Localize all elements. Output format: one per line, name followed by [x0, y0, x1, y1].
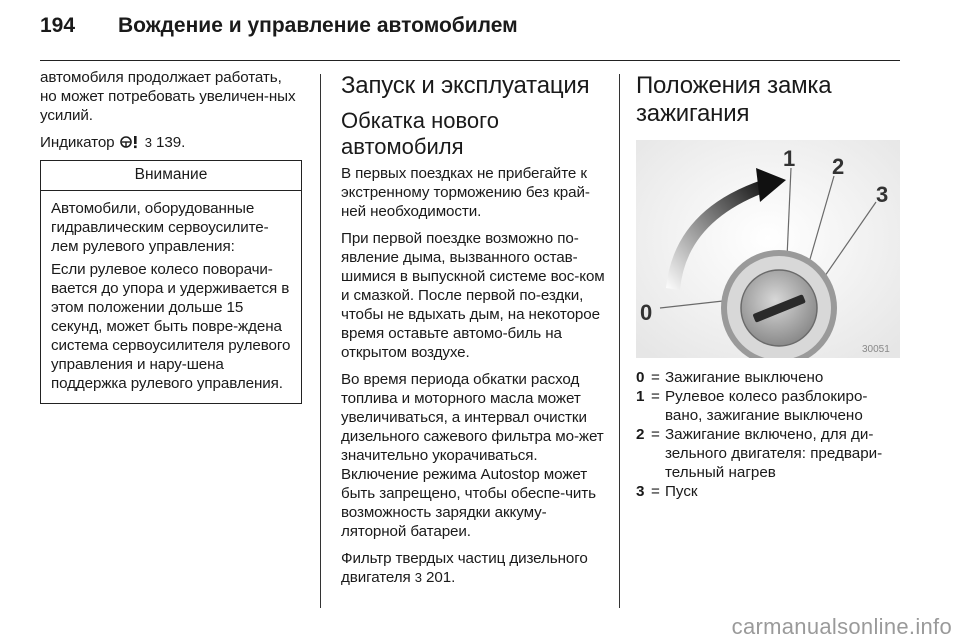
legend-text: Зажигание включено, для ди-зельного двигателя: предвари-тельный нагрев	[665, 426, 883, 481]
legend-text: Рулевое колесо разблокиро-вано, зажигание выключено	[665, 388, 868, 424]
indicator-page-ref[interactable]: 139.	[156, 134, 186, 151]
section-heading: Запуск и эксплуатация	[341, 72, 590, 99]
legend-key: 0	[636, 369, 645, 386]
paragraph: автомобиля продолжает работать, но может потребовать увеличен-ных усилий.	[40, 69, 296, 124]
paragraph	[341, 549, 605, 587]
reference-arrow-icon: 3	[414, 570, 422, 585]
legend-equals: =	[651, 388, 660, 405]
paragraph: Во время периода обкатки расход топлива и моторного масла может увеличиваться, а интервал очистки дизельного сажевого фильтра мо-жет значительно укорачиваться. Включение режима Autostop может быть запрещено, чтобы обеспе-чить возможность зарядки аккуму-ляторной батареи.	[341, 371, 604, 540]
legend-item	[636, 425, 902, 482]
column-divider-1	[320, 74, 321, 608]
legend-equals: =	[651, 426, 660, 443]
ignition-lock-diagram	[636, 140, 900, 358]
legend-text: Зажигание выключено	[665, 369, 824, 386]
power-steering-warning-icon	[119, 135, 141, 149]
indicator-label: Индикатор	[40, 134, 115, 151]
legend-equals: =	[651, 369, 660, 386]
warning-title: Внимание	[41, 161, 301, 191]
warning-paragraph: Автомобили, оборудованные гидравлическим сервоусилите-лем рулевого управления:	[51, 200, 269, 255]
warning-body	[41, 191, 301, 403]
legend-list	[636, 368, 902, 501]
reference-arrow-icon: 3	[144, 135, 152, 150]
figure-code: 30051	[862, 344, 890, 355]
legend-key: 2	[636, 426, 645, 443]
subsection-heading: Обкатка нового автомобиля	[341, 108, 499, 159]
position-label-0: 0	[640, 300, 653, 325]
paragraph: В первых поездках не прибегайте к экстренному торможению без край-ней необходимости.	[341, 165, 590, 220]
indicator-line	[40, 133, 302, 152]
legend-item	[636, 387, 902, 425]
legend-key: 1	[636, 388, 645, 405]
legend-equals: =	[651, 483, 660, 500]
page-ref-link[interactable]: 201.	[426, 569, 456, 586]
warning-box	[40, 160, 302, 404]
page-title: Вождение и управление автомобилем	[118, 14, 518, 37]
column-left	[40, 68, 302, 404]
column-middle	[341, 68, 605, 595]
column-divider-2	[619, 74, 620, 608]
ignition-figure	[636, 140, 900, 358]
position-label-1: 1	[783, 146, 796, 171]
position-label-3: 3	[876, 182, 889, 207]
legend-item	[636, 482, 902, 501]
legend-item	[636, 368, 902, 387]
page-header	[40, 14, 900, 54]
legend-text: Пуск	[665, 483, 698, 500]
column-right	[636, 68, 902, 501]
paragraph-text: Фильтр твердых частиц дизельного двигателя	[341, 550, 588, 586]
warning-paragraph: Если рулевое колесо поворачи-вается до упора и удерживается в этом положении дольше 15 секунд, может быть повре-ждена система сервоусилителя рулевого управления и нару-шена поддержка рулевого управления.	[51, 261, 291, 392]
section-heading: Положения замка зажигания	[636, 72, 832, 127]
header-rule	[40, 60, 900, 61]
watermark: carmanualsonline.info	[731, 614, 952, 639]
legend-key: 3	[636, 483, 645, 500]
paragraph: При первой поездке возможно по-явление дыма, вызванного остав-шимися в выпускной системе вос-ком и смазкой. После первой по-ездки, чтобы не вдыхать дым, на некоторое время оставьте автомо-биль на открытом воздухе.	[341, 230, 605, 361]
position-label-2: 2	[832, 154, 845, 179]
page-number: 194	[40, 14, 76, 37]
